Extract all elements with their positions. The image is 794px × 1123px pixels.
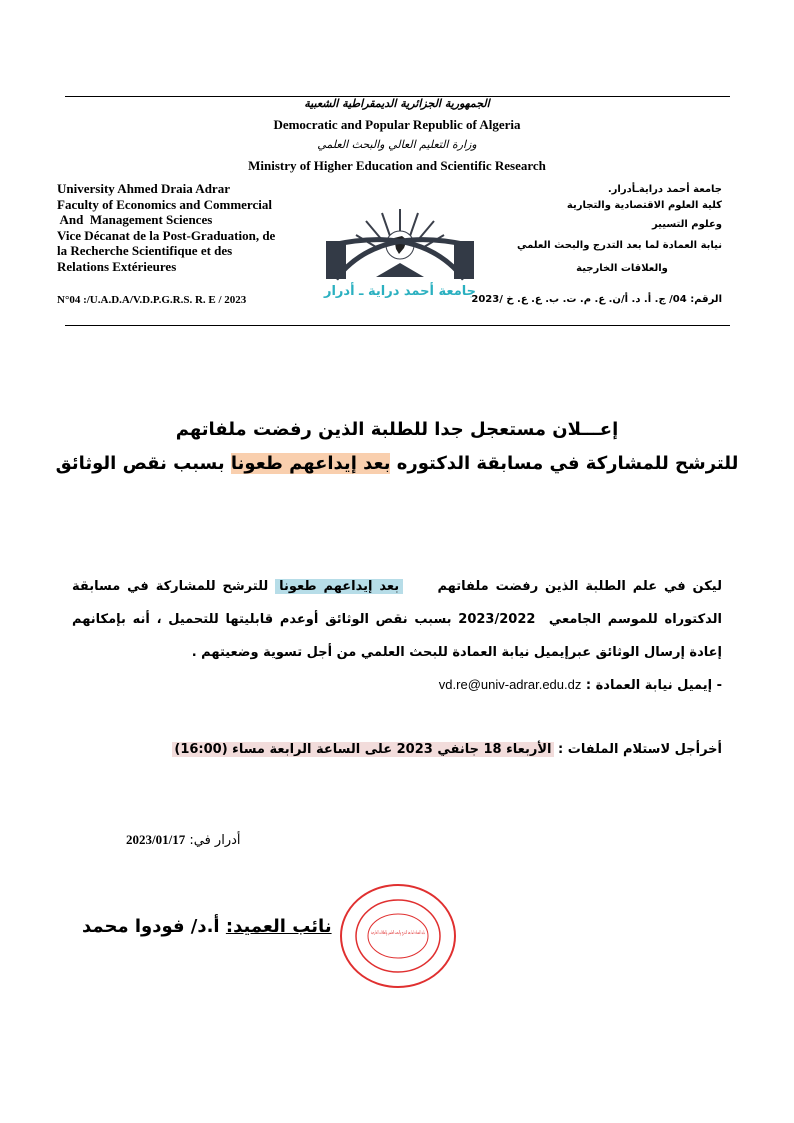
left-line: la Recherche Scientifique et des bbox=[57, 243, 233, 258]
deadline-line bbox=[172, 742, 722, 757]
en-republic: Democratic and Popular Republic of Algeria bbox=[273, 117, 521, 132]
right-line: جامعة أحمد درايةـأدرار. bbox=[607, 184, 722, 195]
place-date bbox=[126, 832, 241, 848]
logo-text: جامعة أحمد دراية ـ أدرار bbox=[323, 284, 477, 299]
announcement-title-line1: إعـــلان مستعجل جدا للطلبة الذين رفضت ملفاتهم bbox=[175, 419, 619, 440]
signatory-title: نائب العميد: bbox=[225, 916, 332, 937]
deadline-value: الأربعاء 18 جانفي 2023 على الساعة الرابعة مساء (16:00) bbox=[174, 742, 552, 757]
right-ref: الرقم: 04/ ج. أ. د. أ/ن. ع. م. ت. ب. ع. ع. خ /2023 bbox=[471, 294, 722, 305]
right-header-block bbox=[472, 182, 722, 281]
right-line: كلية العلوم الاقتصادية والتجارية bbox=[566, 200, 722, 211]
header-bottom-rule bbox=[65, 325, 730, 326]
email-link[interactable]: vd.re@univ-adrar.edu.dz bbox=[438, 677, 582, 692]
official-stamp bbox=[338, 882, 458, 990]
left-ref: N°04 :/U.A.D.A/V.D.P.G.R.S. R. E / 2023 bbox=[57, 294, 247, 306]
title-highlight: بعد إيداعهم طعونا bbox=[230, 453, 391, 474]
stamp-text: نيابة العمادة لما بعد التدرج والبحث العلمي والعلاقات الخارجية bbox=[371, 930, 425, 936]
deadline-label: أخرأجل لاستلام الملفات : bbox=[553, 742, 722, 757]
ar-ministry: وزارة التعليم العالي والبحث العلمي bbox=[317, 138, 477, 151]
left-header-block bbox=[57, 181, 307, 274]
body-text: ليكن في علم الطلبة الذين رفضت ملفاتهم bbox=[403, 579, 722, 594]
left-line: Vice Décanat de la Post-Graduation, de bbox=[57, 227, 276, 243]
signatory-name: أ.د/ فودوا محمد bbox=[82, 916, 226, 937]
title-text: للترشح للمشاركة في مسابقة الدكتوره bbox=[390, 453, 739, 474]
body-highlight: بعد إيداعهم طعونا bbox=[275, 579, 403, 594]
email-line bbox=[439, 677, 722, 693]
date: 2023/01/17 bbox=[126, 832, 186, 847]
en-ministry: Ministry of Higher Education and Scientific Research bbox=[248, 158, 546, 173]
body-text: للترشح للمشاركة في مسابقة الدكتوراه للموسم الجامعي 2023/2022 بسبب نقص الوثائق أوعدم قابليتها للتحميل ، أنه بإمكانهم إعادة إرسال الوثائق عبرإيميل نيابة العمادة للبحث العلمي من أجل تسوية وضعيتهم . bbox=[44, 579, 722, 660]
announcement-title-line2 bbox=[0, 453, 794, 474]
left-line: Faculty of Economics and Commercial bbox=[57, 196, 272, 212]
signature-line bbox=[82, 916, 332, 937]
left-line: And Management Sciences bbox=[57, 212, 213, 227]
logo-graphic bbox=[318, 205, 482, 297]
left-line: University Ahmed Draia Adrar bbox=[57, 181, 230, 196]
email-label: - إيميل نيابة العمادة : bbox=[581, 678, 722, 693]
right-line: نيابة العمادة لما بعد التدرج والبحث العلمي bbox=[516, 240, 722, 251]
left-line: Relations Extérieures bbox=[57, 258, 177, 274]
title-text: بسبب نقص الوثائق bbox=[55, 453, 231, 474]
right-line: والعلاقات الخارجية bbox=[576, 263, 668, 274]
body-paragraph bbox=[44, 570, 722, 669]
university-logo bbox=[318, 205, 482, 297]
ar-republic: الجمهورية الجزائرية الديمقراطية الشعبية bbox=[304, 97, 490, 110]
stamp-graphic bbox=[338, 882, 458, 990]
place-label: أدرار في: bbox=[185, 833, 241, 848]
right-line: وعلوم التسيير bbox=[651, 219, 722, 230]
